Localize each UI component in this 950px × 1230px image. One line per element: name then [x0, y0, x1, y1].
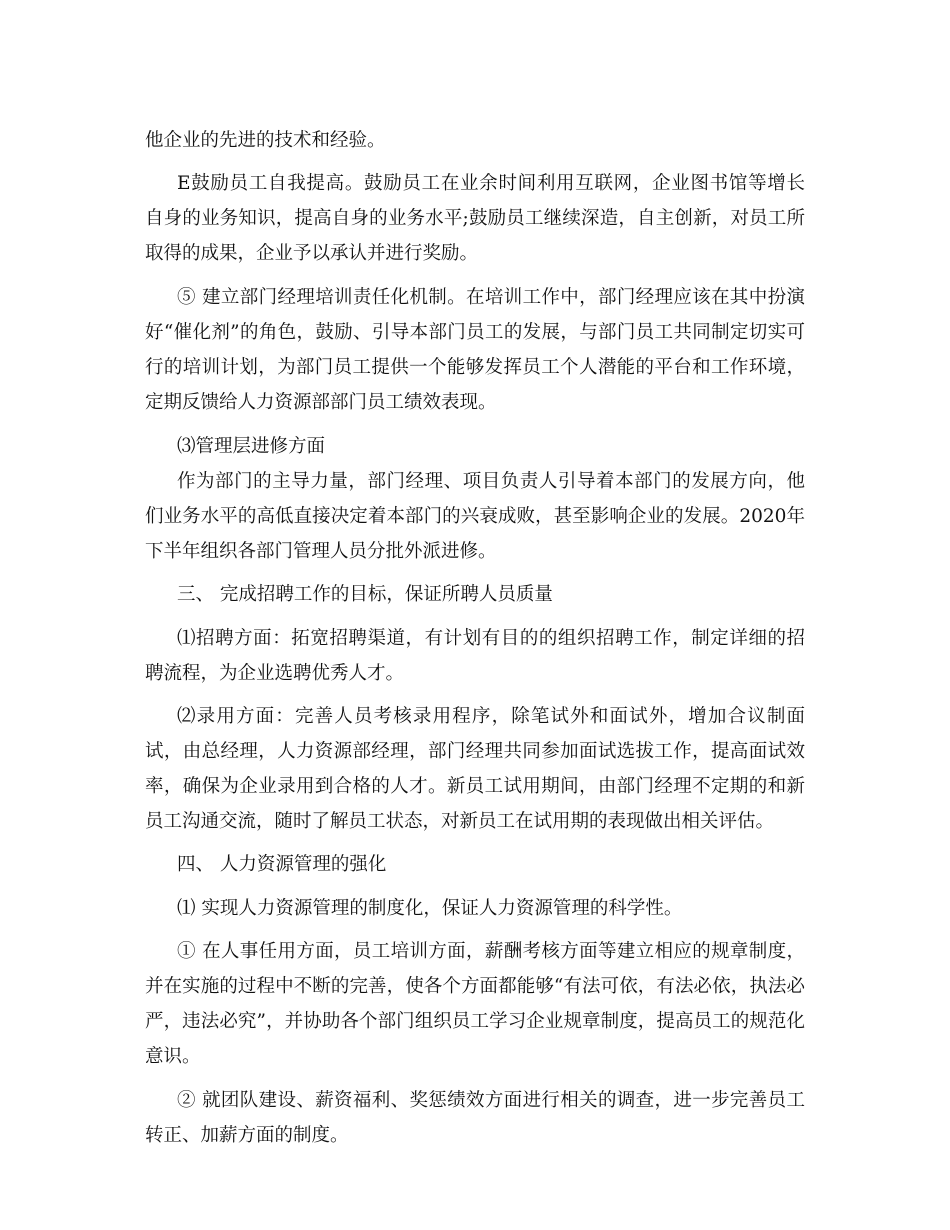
paragraph-line: 好“催化剂”的角色，鼓励、引导本部门员工的发展，与部门员工共同制定切实可 — [145, 322, 805, 343]
paragraph-line: ⑤ 建立部门经理培训责任化机制。在培训工作中，部门经理应该在其中扮演 — [177, 287, 805, 308]
paragraph-line: 聘流程，为企业选聘优秀人才。 — [145, 663, 405, 684]
paragraph-line: 行的培训计划，为部门员工提供一个能够发挥员工个人潜能的平台和工作环境， — [145, 357, 805, 378]
paragraph-line: E鼓励员工自我提高。鼓励员工在业余时间利用互联网，企业图书馆等增长 — [177, 173, 805, 194]
paragraph-line: ⑵录用方面：完善人员考核录用程序，除笔试外和面试外，增加合议制面 — [177, 706, 805, 727]
paragraph-line: 他企业的先进的技术和经验。 — [145, 130, 386, 151]
paragraph-line: ② 就团队建设、薪资福利、奖惩绩效方面进行相关的调查，进一步完善员工 — [177, 1090, 805, 1111]
paragraph-line: ⑴ 实现人力资源管理的制度化，保证人力资源管理的科学性。 — [177, 898, 683, 919]
paragraph-line: 定期反馈给人力资源部部门员工绩效表现。 — [145, 392, 497, 413]
paragraph-line: 们业务水平的高低直接决定着本部门的兴衰成败，甚至影响企业的发展。2020年 — [145, 506, 805, 527]
paragraph-line: 自身的业务知识，提高自身的业务水平;鼓励员工继续深造，自主创新，对员工所 — [145, 208, 805, 229]
paragraph-line: 试，由总经理，人力资源部经理，部门经理共同参加面试选拔工作，提高面试效 — [145, 741, 805, 762]
paragraph-line: 下半年组织各部门管理人员分批外派进修。 — [145, 541, 497, 562]
paragraph-line: 率，确保为企业录用到合格的人才。新员工试用期间，由部门经理不定期的和新 — [145, 776, 805, 797]
paragraph-line: 意识。 — [145, 1046, 201, 1067]
paragraph-line: 严，违法必究”，并协助各个部门组织员工学习企业规章制度，提高员工的规范化 — [145, 1011, 805, 1032]
section-heading: 四、 人力资源管理的强化 — [177, 854, 387, 875]
section-heading: 三、 完成招聘工作的目标，保证所聘人员质量 — [177, 584, 553, 605]
paragraph-line: 转正、加薪方面的制度。 — [145, 1125, 349, 1146]
section-heading: ⑶管理层进修方面 — [177, 436, 326, 457]
paragraph-line: ① 在人事任用方面，员工培训方面，薪酬考核方面等建立相应的规章制度， — [177, 941, 805, 962]
paragraph-line: 员工沟通交流，随时了解员工状态，对新员工在试用期的表现做出相关评估。 — [145, 811, 775, 832]
paragraph-line: 并在实施的过程中不断的完善，使各个方面都能够“有法可依，有法必依，执法必 — [145, 976, 805, 997]
paragraph-line: 作为部门的主导力量，部门经理、项目负责人引导着本部门的发展方向，他 — [177, 471, 805, 492]
paragraph-line: ⑴招聘方面：拓宽招聘渠道，有计划有目的的组织招聘工作，制定详细的招 — [177, 628, 805, 649]
paragraph-line: 取得的成果，企业予以承认并进行奖励。 — [145, 243, 479, 264]
